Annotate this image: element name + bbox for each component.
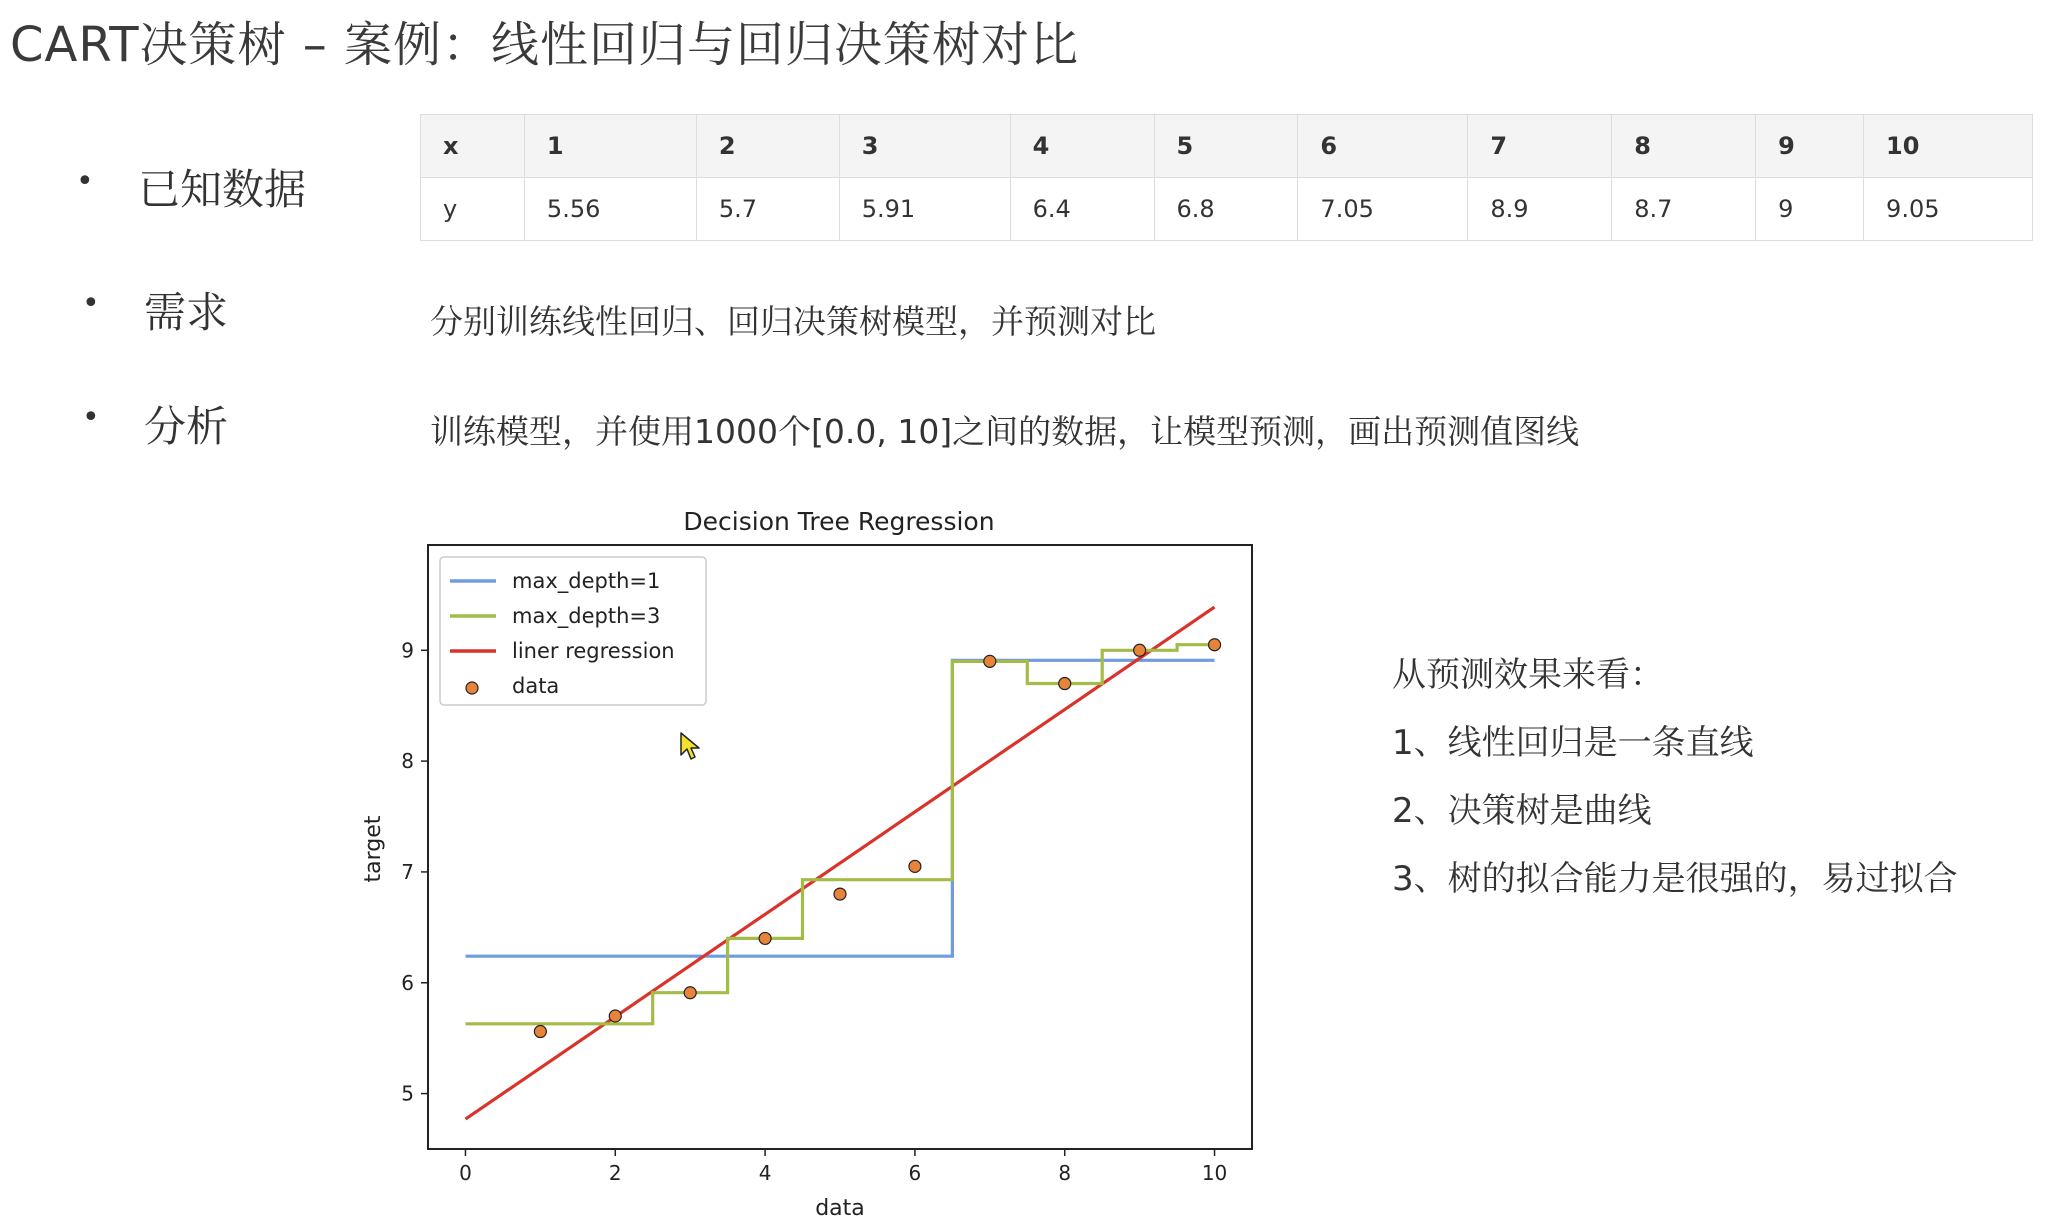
y-tick-label: 5 <box>401 1081 414 1106</box>
note-item: 3、树的拟合能力是很强的，易过拟合 <box>1392 859 1958 899</box>
bullet-requirement-label: 需求 <box>144 288 229 337</box>
table-row-y <box>421 178 2033 241</box>
data-point <box>909 860 921 872</box>
table-cell: 7.05 <box>1298 178 1468 241</box>
x-tick-label: 0 <box>459 1161 472 1185</box>
bullet-known-data-label: 已知数据 <box>138 165 307 214</box>
data-point <box>759 932 771 944</box>
table-cell: 6.8 <box>1154 178 1298 241</box>
x-tick-label: 6 <box>908 1161 922 1185</box>
data-point <box>1134 644 1146 656</box>
bullet-dot-icon: • <box>82 400 100 435</box>
legend-marker <box>466 682 478 694</box>
mouse-cursor-icon <box>679 731 701 763</box>
data-point <box>534 1026 546 1038</box>
table-cell: 5 <box>1154 115 1298 178</box>
x-axis-label: data <box>815 1196 865 1221</box>
y-tick-label: 7 <box>401 859 414 884</box>
data-point <box>1209 639 1221 651</box>
table-cell: 1 <box>524 115 696 178</box>
chart-legend <box>440 557 706 705</box>
bullet-dot-icon: • <box>76 164 94 199</box>
y-axis-label: target <box>361 815 386 883</box>
table-cell: 9 <box>1756 115 1864 178</box>
table-cell: 10 <box>1864 115 2033 178</box>
data-point <box>984 655 996 667</box>
table-cell: 3 <box>839 115 1010 178</box>
table-cell-x-label: x <box>421 115 525 178</box>
table-cell: 7 <box>1468 115 1612 178</box>
x-tick-label: 4 <box>758 1161 772 1185</box>
note-heading: 从预测效果来看： <box>1392 655 1664 695</box>
table-cell: 9.05 <box>1864 178 2033 241</box>
decision-tree-regression-chart <box>340 490 1280 1228</box>
note-item: 1、线性回归是一条直线 <box>1392 723 1754 763</box>
legend-label: max_depth=3 <box>512 604 661 628</box>
y-tick-label: 8 <box>401 749 414 774</box>
table-cell: 5.91 <box>839 178 1010 241</box>
x-tick-label: 2 <box>608 1161 622 1185</box>
y-tick-label: 6 <box>401 970 414 995</box>
table-cell: 6 <box>1298 115 1468 178</box>
legend-label: data <box>512 674 560 698</box>
table-cell: 5.7 <box>696 178 839 241</box>
table-cell: 8 <box>1612 115 1756 178</box>
analysis-text: 训练模型，并使用1000个[0.0, 10]之间的数据，让模型预测，画出预测值图线 <box>430 412 1580 451</box>
data-point <box>834 888 846 900</box>
x-tick-label: 8 <box>1058 1161 1072 1185</box>
data-point <box>684 987 696 999</box>
known-data-table <box>420 114 2033 241</box>
data-point <box>1059 678 1071 690</box>
x-tick-label: 10 <box>1201 1161 1228 1185</box>
chart-title: Decision Tree Regression <box>683 507 995 536</box>
table-cell: 2 <box>696 115 839 178</box>
requirement-text: 分别训练线性回归、回归决策树模型，并预测对比 <box>430 302 1156 341</box>
data-point <box>609 1010 621 1022</box>
bullet-analysis-label: 分析 <box>144 402 229 451</box>
legend-label: liner regression <box>512 639 675 663</box>
table-cell: 8.7 <box>1612 178 1756 241</box>
notes-list <box>1392 650 1958 922</box>
table-cell-y-label: y <box>421 178 525 241</box>
bullet-dot-icon: • <box>82 286 100 321</box>
table-cell: 6.4 <box>1010 178 1154 241</box>
table-cell: 5.56 <box>524 178 696 241</box>
table-cell: 4 <box>1010 115 1154 178</box>
table-cell: 8.9 <box>1468 178 1612 241</box>
table-cell: 9 <box>1756 178 1864 241</box>
note-item: 2、决策树是曲线 <box>1392 791 1652 831</box>
y-tick-label: 9 <box>401 638 414 663</box>
legend-label: max_depth=1 <box>512 569 661 593</box>
table-row-x <box>421 115 2033 178</box>
slide-title: CART决策树 – 案例：线性回归与回归决策树对比 <box>10 17 1080 73</box>
